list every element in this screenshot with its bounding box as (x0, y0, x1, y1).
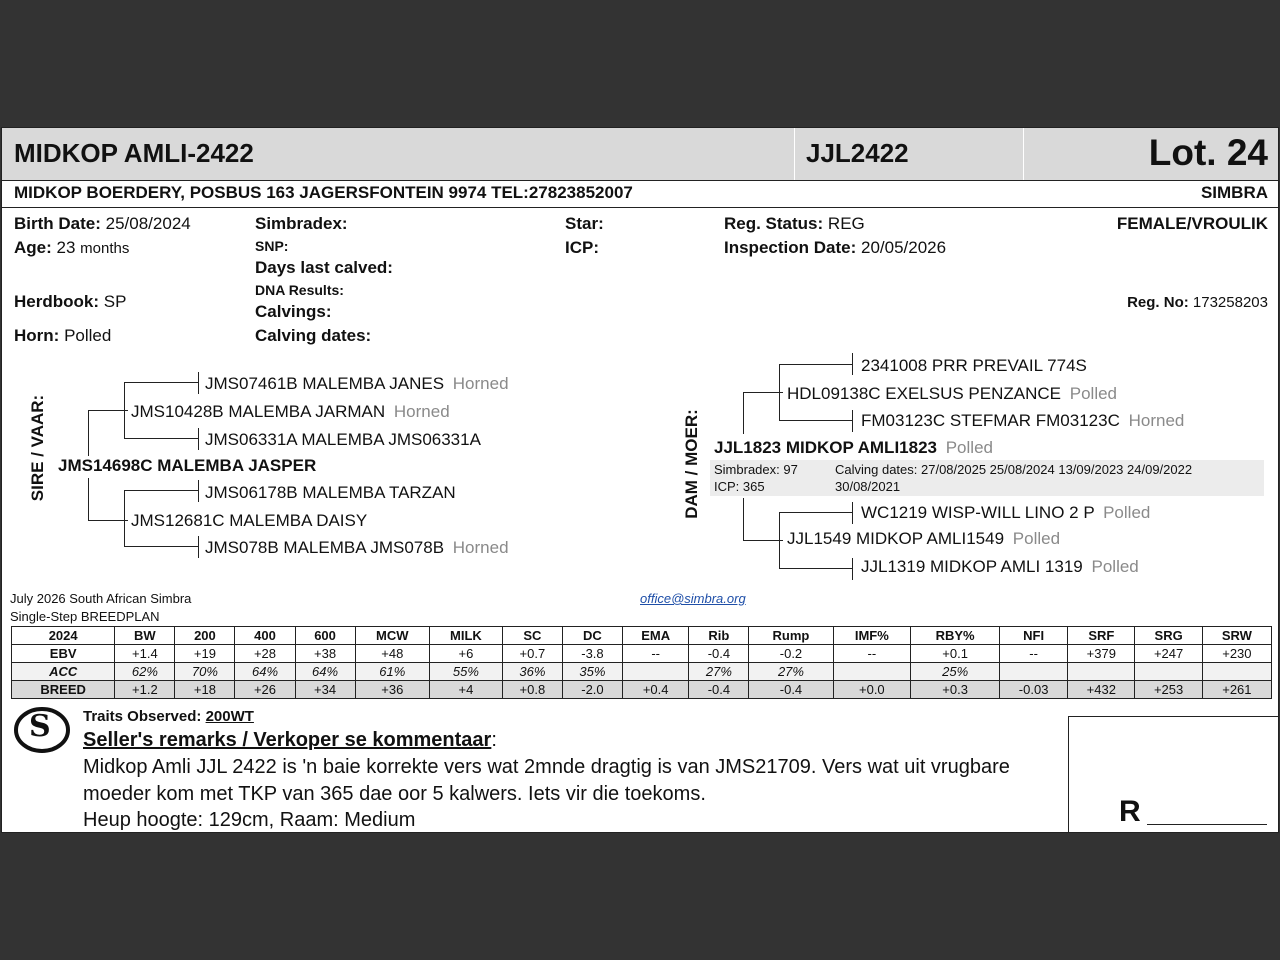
sire-dam (205, 430, 481, 450)
ebv-header-cell: Rump (749, 627, 833, 645)
ebv-cell: 27% (689, 663, 749, 681)
traits-label: Traits Observed: (83, 708, 202, 725)
tree-line (124, 490, 198, 491)
remarks-line1: Midkop Amli JJL 2422 is 'n baie korrekte vers wat 2mnde dragtig is van JMS21709. Vers wat uit vrugbare (83, 756, 1010, 778)
animal-reg-id: JJL2422 (806, 138, 909, 168)
ebv-header-cell: 200 (175, 627, 235, 645)
ebv-cell: 35% (562, 663, 622, 681)
ebv-cell: 64% (295, 663, 355, 681)
pedigree-horn: Polled (1012, 529, 1061, 548)
herdbook-label: Herdbook: (14, 292, 99, 311)
pedigree-name: JMS06331A MALEMBA JMS06331A (205, 430, 481, 449)
breedplan-line2: Single-Step BREEDPLAN (10, 609, 160, 624)
dam-sire (205, 483, 456, 503)
ebv-header-cell: EMA (622, 627, 688, 645)
traits-value: 200WT (205, 708, 254, 725)
pedigree-name: JJL1319 MIDKOP AMLI 1319 (861, 557, 1083, 576)
animal-name: MIDKOP AMLI-2422 (14, 138, 254, 168)
ebv-cell: -- (622, 645, 688, 663)
ebv-cell (1135, 663, 1202, 681)
header-id-cell (794, 128, 1024, 180)
simbradex-label: Simbradex: (255, 214, 348, 233)
tree-line (88, 478, 89, 520)
ebv-cell: BREED (12, 681, 115, 699)
logo-letter: S (29, 709, 51, 744)
pedigree-horn: Polled (1103, 503, 1151, 522)
ebv-cell: -0.4 (689, 645, 749, 663)
ebv-cell: -- (1000, 645, 1068, 663)
ebv-cell: -0.4 (749, 681, 833, 699)
ebv-header-cell: MILK (430, 627, 503, 645)
ebv-cell: +19 (175, 645, 235, 663)
ebv-row-acc (12, 663, 1272, 681)
tree-line (779, 512, 780, 568)
ebv-header-row (12, 627, 1272, 645)
pedigree-horn: Horned (393, 402, 450, 421)
herdbook-value: SP (103, 292, 127, 311)
dam-of-sire (131, 511, 367, 531)
ebv-header-cell: RBY% (911, 627, 1000, 645)
horn (14, 326, 111, 346)
tree-line (743, 498, 744, 540)
ebv-cell: +26 (235, 681, 295, 699)
sire-of-sire (131, 402, 450, 422)
tree-line (743, 392, 744, 434)
ebv-cell (1068, 663, 1135, 681)
ebv-cell: 61% (355, 663, 429, 681)
tree-line (88, 410, 89, 456)
pedigree-name: JJL1823 MIDKOP AMLI1823 (714, 438, 937, 457)
header-bar (2, 128, 1278, 181)
dam-calving-dates-cont: 30/08/2021 (835, 479, 901, 494)
ebv-cell: +0.3 (911, 681, 1000, 699)
ebv-cell: +28 (235, 645, 295, 663)
age-label: Age: (14, 238, 52, 257)
tree-line (852, 558, 853, 580)
pedigree-name: WC1219 WISP-WILL LINO 2 P (861, 503, 1095, 522)
dam-dam (787, 529, 1060, 549)
age-unit: months (80, 240, 130, 257)
ebv-cell: +432 (1068, 681, 1135, 699)
remarks-heading-text: Seller's remarks / Verkoper se kommentaar (83, 729, 492, 751)
dam-side-label: DAM / MOER: (682, 409, 701, 519)
pedigree-name: JMS10428B MALEMBA JARMAN (131, 402, 386, 421)
sire-animal: JMS14698C MALEMBA JASPER (58, 456, 317, 475)
days-last-calved-label: Days last calved: (255, 258, 393, 277)
lot-card (1, 127, 1279, 833)
ebv-header-cell: MCW (355, 627, 429, 645)
ebv-cell: ACC (12, 663, 115, 681)
tree-line (124, 490, 125, 546)
dam-sire (787, 384, 1117, 404)
reg-status-value: REG (827, 214, 865, 233)
ebv-cell: +1.4 (115, 645, 175, 663)
ebv-cell: 62% (115, 663, 175, 681)
ebv-cell: +261 (1202, 681, 1271, 699)
email-link[interactable]: office@simbra.org (640, 591, 746, 606)
dam-dam-sire (861, 503, 1150, 523)
tree-line (88, 520, 128, 521)
reg-status-label: Reg. Status: (724, 214, 824, 233)
ebv-header-cell: 2024 (12, 627, 115, 645)
ebv-cell: +18 (175, 681, 235, 699)
ebv-header-cell: SRG (1135, 627, 1202, 645)
tree-line (198, 480, 199, 502)
snp-label: SNP: (255, 238, 289, 254)
tree-line (852, 502, 853, 524)
lot-number: Lot. 24 (1148, 132, 1268, 173)
ebv-header-cell: DC (562, 627, 622, 645)
sire-sire (205, 374, 509, 394)
birth-date (14, 214, 191, 234)
ebv-header-cell: IMF% (833, 627, 911, 645)
ebv-header-cell: SC (502, 627, 562, 645)
ebv-cell (1000, 663, 1068, 681)
ebv-cell: +34 (295, 681, 355, 699)
tree-line (198, 428, 199, 450)
dam-info-box (710, 460, 1264, 496)
pedigree-horn: Polled (945, 438, 993, 457)
age-value: 23 (56, 238, 76, 257)
tree-line (779, 364, 852, 365)
reg-status (724, 214, 865, 234)
breeder-address: MIDKOP BOERDERY, POSBUS 163 JAGERSFONTEIN 9974 TEL:27823852007 (14, 183, 633, 202)
reg-no (1127, 294, 1268, 311)
reg-no-label: Reg. No: (1127, 294, 1189, 311)
dam-dam (205, 538, 509, 558)
tree-line (779, 420, 852, 421)
pedigree-name: JMS12681C MALEMBA DAISY (131, 511, 368, 530)
ebv-cell: +6 (430, 645, 503, 663)
ebv-cell: 64% (235, 663, 295, 681)
remarks-heading-colon: : (491, 729, 497, 751)
ebv-cell: 70% (175, 663, 235, 681)
price-label: R (1119, 795, 1141, 828)
ebv-cell: -0.03 (1000, 681, 1068, 699)
tree-line (743, 392, 783, 393)
breedplan-line1: July 2026 South African Simbra (10, 591, 192, 606)
ebv-cell: 55% (430, 663, 503, 681)
ebv-cell: +247 (1135, 645, 1202, 663)
price-line[interactable] (1147, 824, 1267, 825)
ebv-cell: +4 (430, 681, 503, 699)
ebv-cell: +230 (1202, 645, 1271, 663)
ebv-cell: -2.0 (562, 681, 622, 699)
tree-line (124, 438, 198, 439)
tree-line (88, 410, 128, 411)
horn-label: Horn: (14, 326, 60, 345)
ebv-cell: -3.8 (562, 645, 622, 663)
tree-line (779, 568, 852, 569)
ebv-cell (1202, 663, 1271, 681)
sex: FEMALE/VROULIK (1116, 214, 1268, 233)
pedigree-name: JMS07461B MALEMBA JANES (205, 374, 445, 393)
tree-line (779, 512, 852, 513)
ebv-cell: 27% (749, 663, 833, 681)
tree-line (124, 546, 198, 547)
calvings-label: Calvings: (255, 302, 332, 321)
ebv-cell: +253 (1135, 681, 1202, 699)
dam-simbradex: Simbradex: 97 (714, 462, 798, 477)
dam-dam-dam (861, 557, 1139, 577)
ebv-cell: +48 (355, 645, 429, 663)
price-box (1068, 716, 1279, 833)
dna-results-label: DNA Results: (255, 282, 344, 298)
pedigree-name: JMS078B MALEMBA JMS078B (205, 538, 445, 557)
pedigree-horn: Horned (452, 374, 509, 393)
sire-side-label: SIRE / VAAR: (28, 394, 47, 502)
ebv-header-cell: BW (115, 627, 175, 645)
ebv-cell: +379 (1068, 645, 1135, 663)
tree-line (852, 410, 853, 432)
ebv-cell: EBV (12, 645, 115, 663)
icp-label: ICP: (565, 238, 599, 257)
divider (2, 207, 1278, 208)
inspection-date-value: 20/05/2026 (860, 238, 947, 257)
dam-icp: ICP: 365 (714, 479, 765, 494)
inspection-date (724, 238, 946, 258)
pedigree-name: JMS06178B MALEMBA TARZAN (205, 483, 456, 502)
pedigree-horn: Polled (1091, 557, 1139, 576)
ebv-header-cell: 600 (295, 627, 355, 645)
ebv-cell: -0.2 (749, 645, 833, 663)
traits-observed (83, 708, 254, 725)
dam-sire-sire (861, 356, 1087, 376)
breed-name: SIMBRA (1200, 183, 1268, 202)
star-label: Star: (565, 214, 604, 233)
ebv-cell: 25% (911, 663, 1000, 681)
remarks-line3: Heup hoogte: 129cm, Raam: Medium (83, 809, 416, 831)
ebv-cell: +0.7 (502, 645, 562, 663)
pedigree-name: 2341008 PRR PREVAIL 774S (861, 356, 1087, 375)
calving-dates-label: Calving dates: (255, 326, 372, 345)
pedigree-horn: Horned (452, 538, 509, 557)
ebv-cell: +0.4 (622, 681, 688, 699)
birth-date-label: Birth Date: (14, 214, 101, 233)
ebv-header-cell: SRF (1068, 627, 1135, 645)
remarks-heading (83, 729, 497, 752)
age (14, 238, 129, 258)
reg-no-value: 173258203 (1192, 294, 1268, 311)
header-name-cell (2, 128, 795, 180)
ebv-cell: +38 (295, 645, 355, 663)
ebv-row-breed (12, 681, 1272, 699)
tree-line (743, 540, 783, 541)
pedigree-horn: Polled (1069, 384, 1118, 403)
ebv-cell: +36 (355, 681, 429, 699)
simbra-logo (14, 705, 70, 753)
ebv-header-cell: NFI (1000, 627, 1068, 645)
ebv-cell: +1.2 (115, 681, 175, 699)
inspection-date-label: Inspection Date: (724, 238, 857, 257)
ebv-cell: -- (833, 645, 911, 663)
ebv-header-cell: SRW (1202, 627, 1271, 645)
ebv-cell: +0.0 (833, 681, 911, 699)
dam-calving-dates: Calving dates: 27/08/2025 25/08/2024 13/09/2023 24/09/2022 (835, 462, 1193, 477)
ebv-cell (622, 663, 688, 681)
pedigree-name: JJL1549 MIDKOP AMLI1549 (787, 529, 1005, 548)
ebv-row-ebv (12, 645, 1272, 663)
tree-line (124, 382, 198, 383)
ebv-cell: 36% (502, 663, 562, 681)
tree-line (198, 372, 199, 394)
horn-value: Polled (64, 326, 112, 345)
pedigree-name: HDL09138C EXELSUS PENZANCE (787, 384, 1062, 403)
pedigree-name: FM03123C STEFMAR FM03123C (861, 411, 1120, 430)
pedigree-horn: Horned (1128, 411, 1185, 430)
ebv-cell: +0.1 (911, 645, 1000, 663)
tree-line (852, 353, 853, 375)
tree-line (198, 536, 199, 558)
remarks-line2: moeder kom met TKP van 365 dae oor 5 kalwers. Iets vir die toekoms. (83, 783, 706, 805)
dam-animal (714, 438, 993, 458)
ebv-cell (833, 663, 911, 681)
ebv-table (11, 626, 1272, 699)
ebv-header-cell: 400 (235, 627, 295, 645)
birth-date-value: 25/08/2024 (105, 214, 191, 233)
herdbook (14, 292, 126, 312)
ebv-header-cell: Rib (689, 627, 749, 645)
ebv-cell: +0.8 (502, 681, 562, 699)
ebv-cell: -0.4 (689, 681, 749, 699)
dam-sire-dam (861, 411, 1184, 431)
